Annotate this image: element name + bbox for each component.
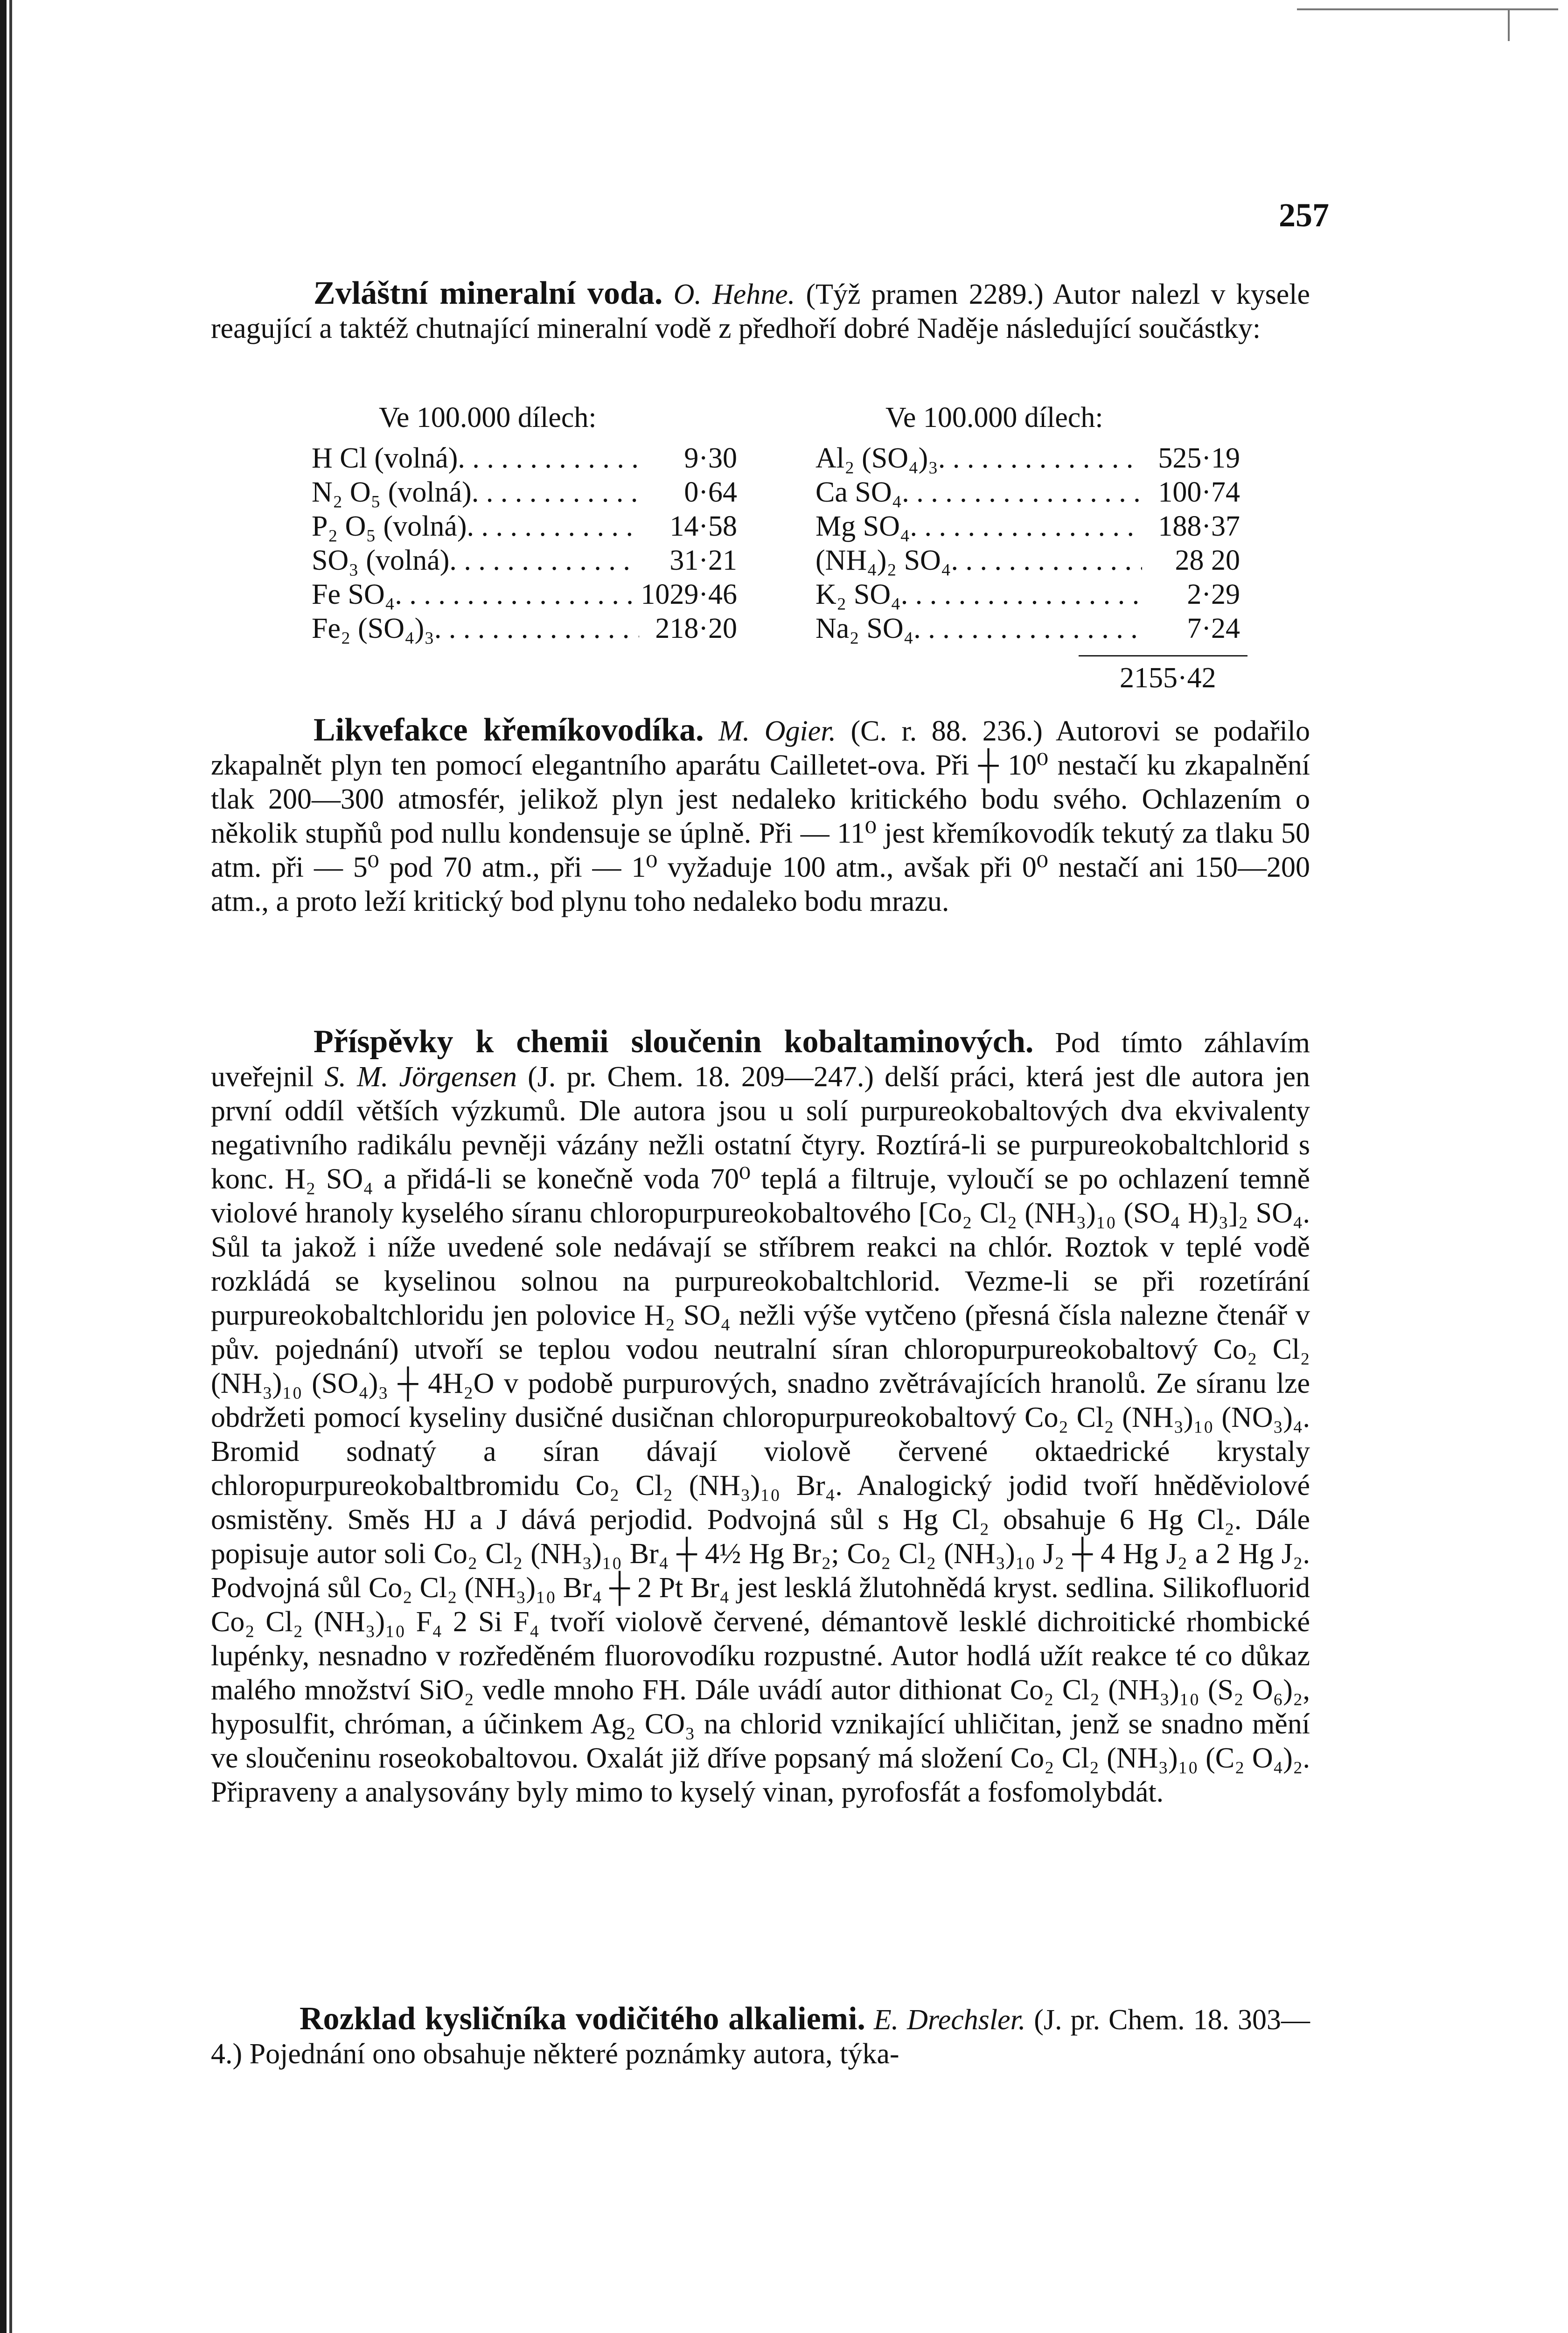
table-row (312, 544, 737, 578)
section-lead: Pod tímto záhlavím uveřejnil (211, 1027, 1310, 1093)
section-text: (J. pr. Chem. 18. 209—247.) delší práci, která jest dle autora jen první oddíl větších výzkumů. Dle autora jsou u solí purpureokobaltových dva ekvivalenty negativního radikálu pevněji vázány nežli ostatní čtyry. Roztírá-li se purpureokobaltchlorid s konc. H₂ SO₄ a přidá-li se konečně voda 70⁰ teplá a filtruje, vyloučí se po ochlazení temně violové hranoly kyselého síranu chloropurpureokobaltového [Co₂ Cl₂ (NH₃)₁₀ (SO₄ H)₃]₂ SO₄. Sůl ta jakož i níže uvedené sole nedávají se stříbrem reakci na chlór. Roztok v teplé vodě rozkládá se kyselinou solnou na purpureokobaltchlorid. Vezme-li se při rozetírání purpureokobaltchloridu jen polovice H₂ SO₄ nežli výše vytčeno (přesná čísla nalezne čtenář v pův. pojednání) utvoří se teplou vodou neutralní síran chloropurpureokobaltový Co₂ Cl₂ (NH₃)₁₀ (SO₄)₃ ┼ 4H₂O v podobě purpurových, snadno zvětrávajících hranolů. Ze síranu lze obdržeti pomocí kyseliny dusičné dusičnan chloropurpureokobaltový Co₂ Cl₂ (NH₃)₁₀ (NO₃)₄. Bromid sodnatý a síran dávají violově červené oktaedrické krystaly chloropurpureokobaltbromidu Co₂ Cl₂ (NH₃)₁₀ Br₄. Analogický jodid tvoří hněděviolové osmistěny. Směs HJ a J dává perjodid. Podvojná sůl s Hg Cl₂ obsahuje 6 Hg Cl₂. Dále popisuje autor soli Co₂ Cl₂ (NH₃)₁₀ Br₄ ┼ 4½ Hg Br₂; Co₂ Cl₂ (NH₃)₁₀ J₂ ┼ 4 Hg J₂ a 2 Hg J₂. Podvojná sůl Co₂ Cl₂ (NH₃)₁₀ Br₄ ┼ 2 Pt Br₄ jest lesklá žlutohnědá kryst. sedlina. Silikofluorid Co₂ Cl₂ (NH₃)₁₀ F₄ 2 Si F₄ tvoří violově červené, démantově lesklé dichroitické rhombické lupénky, nesnadno v rozředěném fluorovodíku rozpustné. Autor hodlá užít reakce té co důkaz malého množství SiO₂ vedle mnoho FH. Dále uvádí autor dithionat Co₂ Cl₂ (NH₃)₁₀ (S₂ O₆)₂, hyposulfit, chróman, a účinkem Ag₂ CO₃ na chlorid vznikající uhličitan, jenž se snadno mění ve sloučeninu roseokobaltovou. Oxalát již dříve popsaný má složení Co₂ Cl₂ (NH₃)₁₀ (C₂ O₄)₂. Připraveny a analysovány byly mimo to kyselý vinan, pyrofosfát a fosfomolybdát. (211, 1061, 1310, 1808)
value: 31·21 (669, 545, 737, 576)
value: 188·37 (1158, 510, 1240, 542)
table-total: 2155·42 (1120, 662, 1216, 694)
section-liquefaction (211, 713, 1310, 919)
section-text: (J. pr. Chem. 18. 303—4.) Pojednání ono obsahuje některé poznámky autora, týka- (211, 2004, 1310, 2070)
value: 28 20 (1175, 545, 1240, 576)
scan-edge-left (0, 0, 7, 2333)
formula: Fe₂ (SO₄)₃ (312, 613, 434, 644)
table-row (815, 510, 1240, 544)
value: 9·30 (684, 442, 737, 474)
formula: Mg SO₄ (815, 510, 910, 542)
section-decomposition (211, 2002, 1310, 2071)
section-author: E. Drechsler. (873, 2004, 1026, 2036)
value: 0·64 (684, 476, 737, 508)
value: 7·24 (1187, 613, 1240, 644)
table-row (815, 612, 1240, 646)
formula: H Cl (volná) (312, 442, 458, 474)
section-heading: Zvláštní mineralní voda. (314, 275, 663, 311)
value: 100·74 (1158, 476, 1240, 508)
table-row (815, 475, 1240, 510)
table-left-column (312, 441, 737, 646)
formula: SO₃ (volná) (312, 545, 450, 576)
section-cobaltamine (211, 1025, 1310, 1809)
table-right-column (815, 441, 1240, 646)
formula: Na₂ SO₄ (815, 613, 914, 644)
section-text: (Týž pramen 2289.) Autor nalezl v kysele reagující a taktéž chutnající mineralní vodě z předhoří dobré Naděje následující součástky: (211, 279, 1310, 344)
table-row (815, 578, 1240, 612)
section-heading: Likvefakce křemíkovodíka. (314, 712, 704, 748)
value: 14·58 (669, 510, 737, 542)
table-row (815, 544, 1240, 578)
formula: N₂ O₅ (volná) (312, 476, 472, 508)
table-caption-left: Ve 100.000 dílech: (379, 402, 597, 433)
formula: (NH₄)₂ SO₄ (815, 545, 951, 576)
formula: Ca SO₄ (815, 476, 902, 508)
table-row (312, 612, 737, 646)
section-heading: Rozklad kysličníka vodičitého alkaliemi. (300, 2001, 865, 2037)
table-row (312, 510, 737, 544)
section-mineral-water (211, 276, 1310, 346)
value: 218·20 (655, 613, 737, 644)
formula: P₂ O₅ (volná) (312, 510, 467, 542)
table-row (815, 441, 1240, 475)
value: 1029·46 (641, 579, 737, 610)
value: 525·19 (1158, 442, 1240, 474)
table-caption-right: Ve 100.000 dílech: (885, 402, 1103, 433)
table-row (312, 475, 737, 510)
table-row (312, 441, 737, 475)
value: 2·29 (1187, 579, 1240, 610)
scan-edge-right (1508, 8, 1510, 41)
section-author: S. M. Jörgensen (324, 1061, 517, 1093)
section-author: M. Ogier. (718, 715, 836, 747)
section-text: (C. r. 88. 236.) Autorovi se podařilo zkapalnět plyn ten pomocí elegantního aparátu Cailletet-ova. Při ┼ 10⁰ nestačí ku zkapalnění tlak 200—300 atmosfér, jelikož plyn jest nedaleko kritického bodu svého. Ochlazením o několik stupňů pod nullu kondensuje se úplně. Při — 11⁰ jest křemíkovodík tekutý za tlaku 50 atm. při — 5⁰ pod 70 atm., při — 1⁰ vyžaduje 100 atm., avšak při 0⁰ nestačí ani 150—200 atm., a proto leží kritický bod plynu toho nedaleko bodu mrazu. (211, 715, 1310, 917)
page-number: 257 (1279, 196, 1329, 234)
section-author: O. Hehne. (673, 279, 795, 310)
table-sum-rule (1079, 655, 1247, 657)
table-row (312, 578, 737, 612)
scan-edge-left-inner (9, 0, 12, 2333)
formula: Fe SO₄ (312, 579, 395, 610)
formula: K₂ SO₄ (815, 579, 901, 610)
scan-edge-top (1297, 8, 1558, 10)
section-heading: Příspěvky k chemii sloučenin kobaltaminových. (314, 1024, 1034, 1060)
formula: Al₂ (SO₄)₃ (815, 442, 938, 474)
